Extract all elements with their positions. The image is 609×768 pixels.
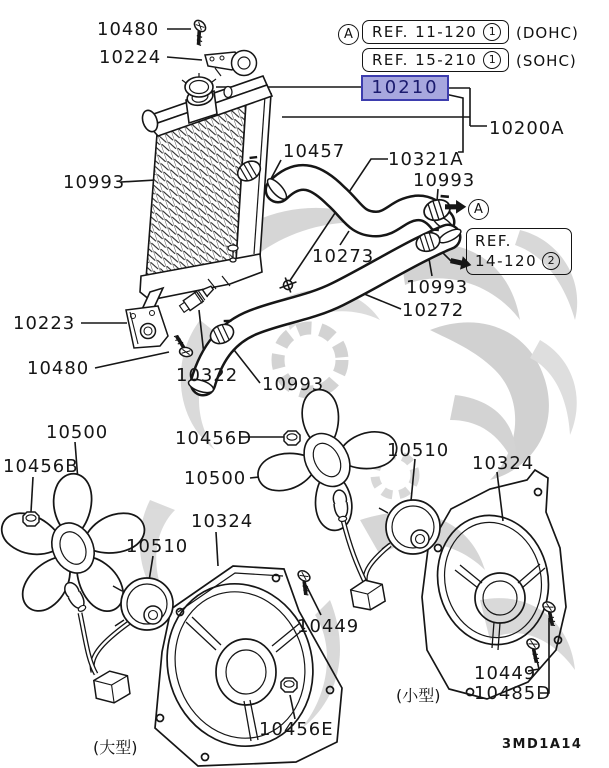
part-label-10449-right[interactable]: 10449 — [474, 663, 537, 684]
part-label-10485d[interactable]: 10485D — [474, 683, 552, 704]
ref-text: REF. 11-120 — [372, 23, 478, 41]
part-label-10480-lower[interactable]: 10480 — [27, 358, 90, 379]
part-label-10993-bottom[interactable]: 10993 — [262, 374, 325, 395]
bracket-10223 — [126, 306, 168, 348]
part-label-10510-right[interactable]: 10510 — [387, 440, 450, 461]
part-label-10273[interactable]: 10273 — [312, 246, 375, 267]
nut-10456d — [284, 431, 300, 445]
bolt-10480-top — [185, 18, 214, 47]
ref-callout-sohc[interactable] — [362, 48, 509, 72]
ref-badge-circle: 1 — [483, 23, 501, 41]
bracket-10224 — [205, 51, 257, 77]
size-note-small: (小型) — [396, 686, 441, 705]
part-label-10224[interactable]: 10224 — [99, 47, 162, 68]
engine-note-sohc: (SOHC) — [516, 52, 577, 70]
part-label-10210[interactable]: 10210 — [361, 75, 449, 101]
part-label-10200a[interactable]: 10200A — [489, 118, 565, 139]
part-label-10449-middle[interactable]: 10449 — [297, 616, 360, 637]
part-label-10223[interactable]: 10223 — [13, 313, 76, 334]
part-label-10272[interactable]: 10272 — [402, 300, 465, 321]
part-label-10993-mid[interactable]: 10993 — [406, 277, 469, 298]
drain-plug-10321a-part — [277, 274, 299, 295]
nut-10456e — [281, 678, 297, 692]
part-label-10324-middle[interactable]: 10324 — [191, 511, 254, 532]
size-note-large: (大型) — [93, 738, 138, 757]
part-label-10510-left[interactable]: 10510 — [126, 536, 189, 557]
ref-text-line2: 14-120 — [475, 252, 538, 270]
engine-note-dohc: (DOHC) — [516, 24, 579, 42]
part-label-10500-middle[interactable]: 10500 — [184, 468, 247, 489]
part-label-10321a[interactable]: 10321A — [388, 149, 464, 170]
part-label-10480-top[interactable]: 10480 — [97, 19, 160, 40]
nut-10456b — [23, 512, 39, 526]
radiator — [135, 73, 272, 322]
bolt-10449-middle — [290, 569, 318, 597]
part-label-10500-left[interactable]: 10500 — [46, 422, 109, 443]
part-label-10456d[interactable]: 10456D — [175, 428, 253, 449]
part-label-10993-upper[interactable]: 10993 — [413, 170, 476, 191]
ref-text: REF. 15-210 — [372, 51, 478, 69]
ref-callout-14-120[interactable] — [466, 228, 572, 275]
ref-callout-dohc[interactable] — [362, 20, 509, 44]
part-label-10456e[interactable]: 10456E — [259, 719, 334, 740]
fan-motor-right — [343, 500, 440, 613]
ref-badge-circle: 2 — [542, 252, 560, 270]
marker-a-mid: A — [468, 199, 489, 220]
marker-a-top: A — [338, 24, 359, 45]
part-label-10456b[interactable]: 10456B — [3, 456, 79, 477]
diagram-code: 3MD1A14 — [502, 737, 583, 752]
part-label-10324-right[interactable]: 10324 — [472, 453, 535, 474]
ref-badge-circle: 1 — [483, 51, 501, 69]
fan-blade-middle — [254, 387, 400, 532]
part-label-10993-radiator[interactable]: 10993 — [63, 172, 126, 193]
ref-text-line1: REF. — [475, 232, 512, 250]
part-label-10322[interactable]: 10322 — [176, 365, 239, 386]
part-label-10457[interactable]: 10457 — [283, 141, 346, 162]
